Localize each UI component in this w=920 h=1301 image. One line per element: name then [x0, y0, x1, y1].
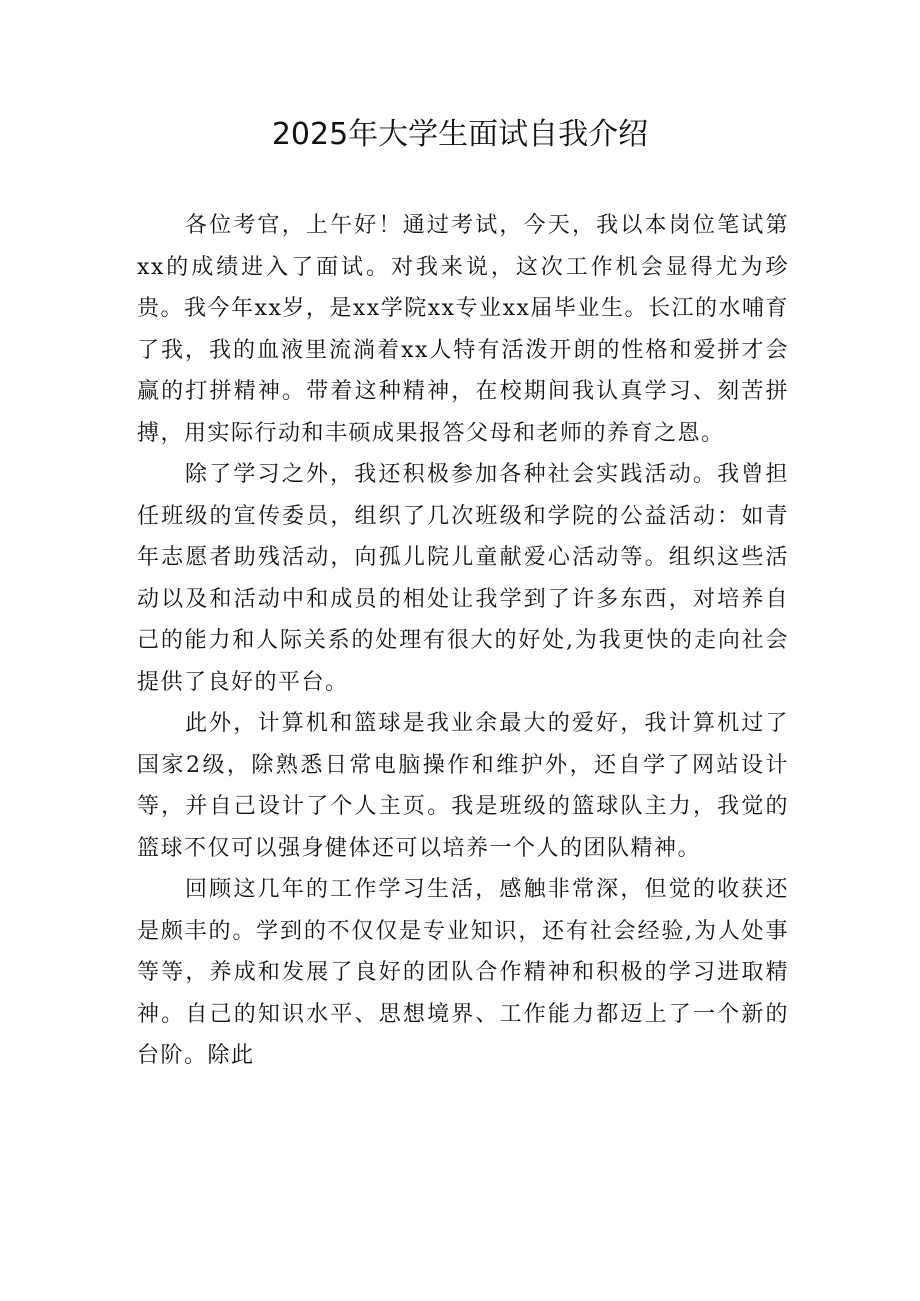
paragraph-4: 回顾这几年的工作学习生活，感触非常深，但觉的收获还是颇丰的。学到的不仅仅是专业知识，还有社会经验,为人处事等等，养成和发展了良好的团队合作精神和积极的学习进取精神。自己的知识水平、思想境界、工作能力都迈上了一个新的台阶。除此	[137, 877, 789, 1068]
paragraph-1: 各位考官，上午好！通过考试，今天，我以本岗位笔试第xx的成绩进入了面试。对我来说，这次工作机会显得尤为珍贵。我今年xx岁，是xx学院xx专业xx届毕业生。长江的水哺育了我，我的血液里流淌着xx人特有活泼开朗的性格和爱拼才会赢的打拼精神。带着这种精神，在校期间我认真学习、刻苦拼搏，用实际行动和丰硕成果报答父母和老师的养育之恩。	[137, 213, 789, 446]
document-body	[137, 205, 789, 1077]
paragraph-2: 除了学习之外，我还积极参加各种社会实践活动。我曾担任班级的宣传委员，组织了几次班级和学院的公益活动：如青年志愿者助残活动，向孤儿院儿童献爱心活动等。组织这些活动以及和活动中和成员的相处让我学到了许多东西，对培养自己的能力和人际关系的处理有很大的好处,为我更快的走向社会提供了良好的平台。	[137, 462, 789, 695]
page-title: 2025年大学生面试自我介绍	[271, 117, 649, 152]
paragraph-3: 此外，计算机和篮球是我业余最大的爱好，我计算机过了国家2级，除熟悉日常电脑操作和维护外，还自学了网站设计等，并自己设计了个人主页。我是班级的篮球队主力，我觉的篮球不仅可以强身健体还可以培养一个人的团队精神。	[137, 711, 789, 861]
